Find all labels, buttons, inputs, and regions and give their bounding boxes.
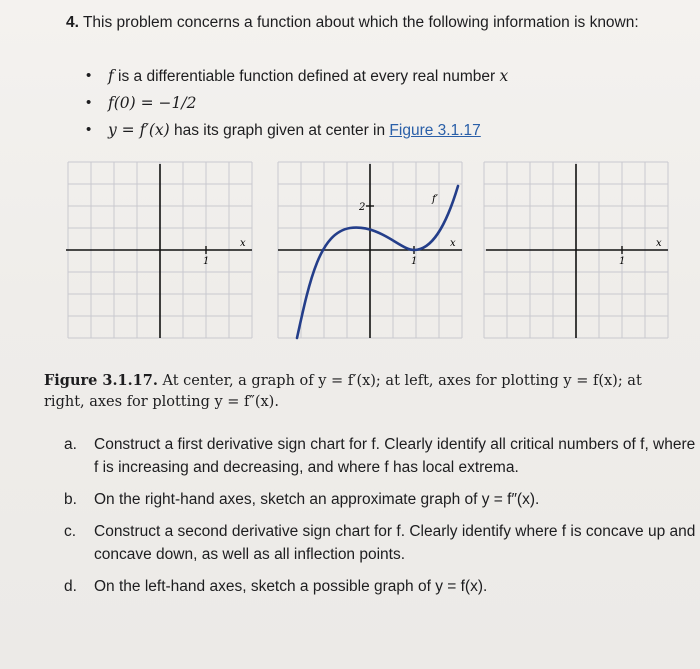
- figure-graphs: [0, 158, 700, 348]
- bullet-icon: •: [86, 67, 92, 84]
- part-text: Construct a first derivative sign chart for f. Clearly identify all critical numbers of f, where f is increasing and decreasing, and where f has local extrema.: [94, 436, 696, 476]
- left-x-label: x: [240, 238, 246, 249]
- caption-text: At center, a graph of y = f′(x); at left, axes for plotting y = f(x); at right, axes for plotting y = f″(x).: [44, 373, 642, 410]
- fact-math-2: x: [499, 67, 509, 85]
- left-tick-one: 1: [203, 256, 210, 267]
- question-part: [60, 488, 700, 511]
- center-axes: [278, 162, 462, 338]
- fact-text: is a differentiable function defined at every real number: [113, 68, 500, 85]
- part-label: c.: [64, 523, 77, 540]
- right-x-label: x: [656, 238, 662, 249]
- fact-math: y = f′(x): [108, 121, 170, 139]
- center-tick-two: 2: [359, 202, 366, 213]
- graph-panels: [0, 158, 700, 348]
- bullet-icon: •: [86, 94, 92, 111]
- fact-math: f: [108, 67, 114, 85]
- part-text: On the left-hand axes, sketch a possible graph of y = f(x).: [94, 578, 488, 595]
- fact-item: [86, 120, 508, 147]
- figure-link[interactable]: Figure 3.1.17: [389, 122, 481, 139]
- fact-item: [86, 93, 508, 120]
- part-label: a.: [64, 436, 77, 453]
- problem-number: 4.: [66, 14, 79, 31]
- question-part: [60, 520, 700, 566]
- right-tick-one: 1: [619, 256, 626, 267]
- derivative-curve: [297, 186, 458, 338]
- problem-statement: [66, 12, 666, 34]
- curve-label: f′: [432, 194, 438, 205]
- question-part: [60, 433, 700, 479]
- part-text: Construct a second derivative sign chart for f. Clearly identify where f is concave up and concave down, as well as all inflection points.: [94, 523, 696, 563]
- part-text: On the right-hand axes, sketch an approximate graph of y = f″(x).: [94, 491, 540, 508]
- figure-caption: [44, 370, 684, 413]
- part-label: b.: [64, 491, 77, 508]
- problem-intro: This problem concerns a function about which the following information is known:: [82, 14, 639, 31]
- center-x-label: x: [450, 238, 456, 249]
- right-axes: [484, 162, 668, 338]
- caption-label: Figure 3.1.17.: [44, 372, 158, 389]
- part-label: d.: [64, 578, 77, 595]
- fact-math: f(0) = −1/2: [108, 94, 197, 112]
- question-parts: [60, 433, 700, 607]
- facts-list: [86, 66, 508, 147]
- center-tick-one: 1: [411, 256, 418, 267]
- fact-text: has its graph given at center in: [169, 122, 390, 139]
- question-part: [60, 575, 700, 598]
- fact-item: [86, 66, 508, 93]
- bullet-icon: •: [86, 121, 92, 138]
- left-axes: [66, 162, 252, 338]
